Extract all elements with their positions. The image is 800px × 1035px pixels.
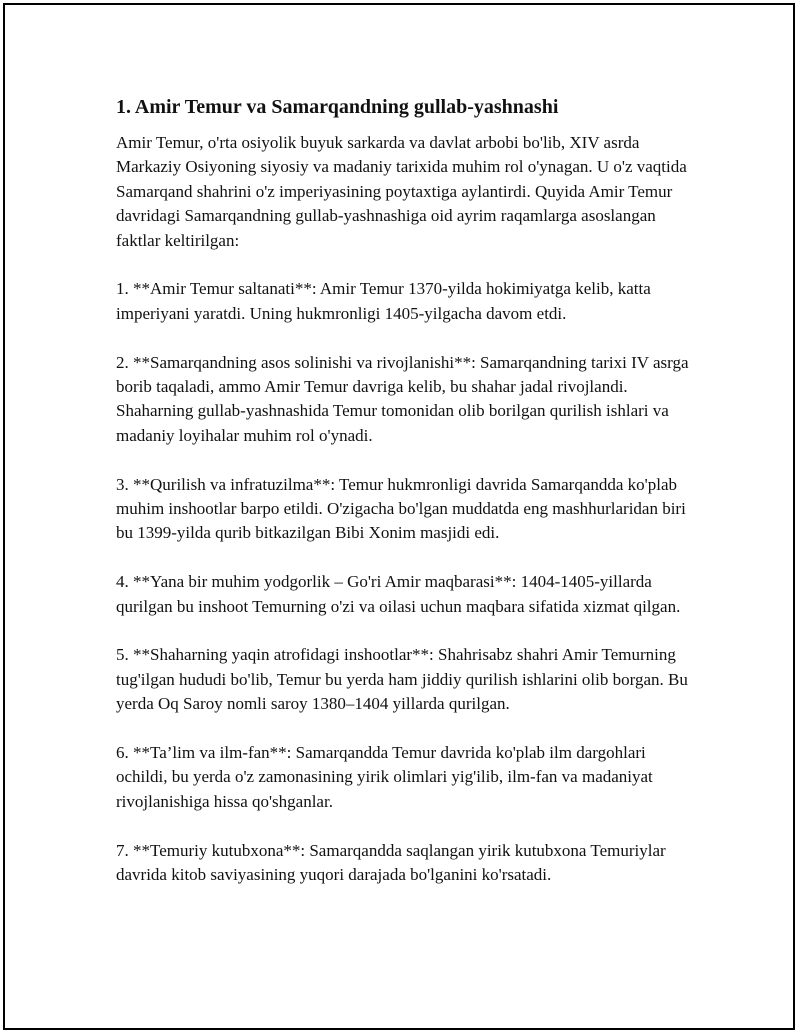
point-4-paragraph: 4. **Yana bir muhim yodgorlik – Go'ri Amir maqbarasi**: 1404-1405-yillarda qurilgan bu inshoot Temurning o'zi va oilasi uchun maqbara sifatida xizmat qilgan. [116, 572, 681, 616]
point-2-paragraph: 2. **Samarqandning asos solinishi va rivojlanishi**: Samarqandning tarixi IV asrga borib taqaladi, ammo Amir Temur davriga kelib, bu shahar jadal rivojlandi. Shaharning gullab-yashnashida Temur tomonidan olib borilgan qurilish ishlari va madaniy loyihalar muhim rol o'ynadi. [116, 352, 689, 445]
intro-paragraph: Amir Temur, o'rta osiyolik buyuk sarkarda va davlat arbobi bo'lib, XIV asrda Markaziy Osiyoning siyosiy va madaniy tarixida muhim rol o'ynagan. U o'z vaqtida Samarqand shahrini o'z imperiyasining poytaxtiga aylantirdi. Quyida Amir Temur davridagi Samarqandning gullab-yashnashiga oid ayrim raqamlarga asoslangan faktlar keltirilgan: [116, 133, 687, 250]
document-title: 1. Amir Temur va Samarqandning gullab-yashnashi [116, 96, 559, 118]
point-7-paragraph: 7. **Temuriy kutubxona**: Samarqandda saqlangan yirik kutubxona Temuriylar davrida kitob saviyasining yuqori darajada bo'lganini ko'rsatadi. [116, 840, 666, 885]
point-6-paragraph: 6. **Ta’lim va ilm-fan**: Samarqandda Temur davrida ko'plab ilm dargohlari ochildi, bu yerda o'z zamonasining yirik olimlari yig'ilib, ilm-fan va madaniyat rivojlanishiga hissa qo'shganlar. [116, 743, 653, 811]
point-1-paragraph: 1. **Amir Temur saltanati**: Amir Temur 1370-yilda hokimiyatga kelib, katta imperiyani yaratdi. Uning hukmronligi 1405-yilgacha davom etdi. [116, 279, 651, 323]
point-3-paragraph: 3. **Qurilish va infratuzilma**: Temur hukmronligi davrida Samarqandda ko'plab muhim inshootlar barpo etildi. O'zigacha bo'lgan muddatda eng mashhurlaridan biri bu 1399-yilda qurib bitkazilgan Bibi Xonim masjidi edi. [116, 474, 686, 543]
document-body [116, 93, 696, 912]
point-5-paragraph: 5. **Shaharning yaqin atrofidagi inshootlar**: Shahrisabz shahri Amir Temurning tug'ilgan hududi bo'lib, Temur bu yerda ham jiddiy qurilish ishlarini olib borgan. Bu yerda Oq Saroy nomli saroy 1380–1404 yillarda qurilgan. [116, 645, 688, 714]
